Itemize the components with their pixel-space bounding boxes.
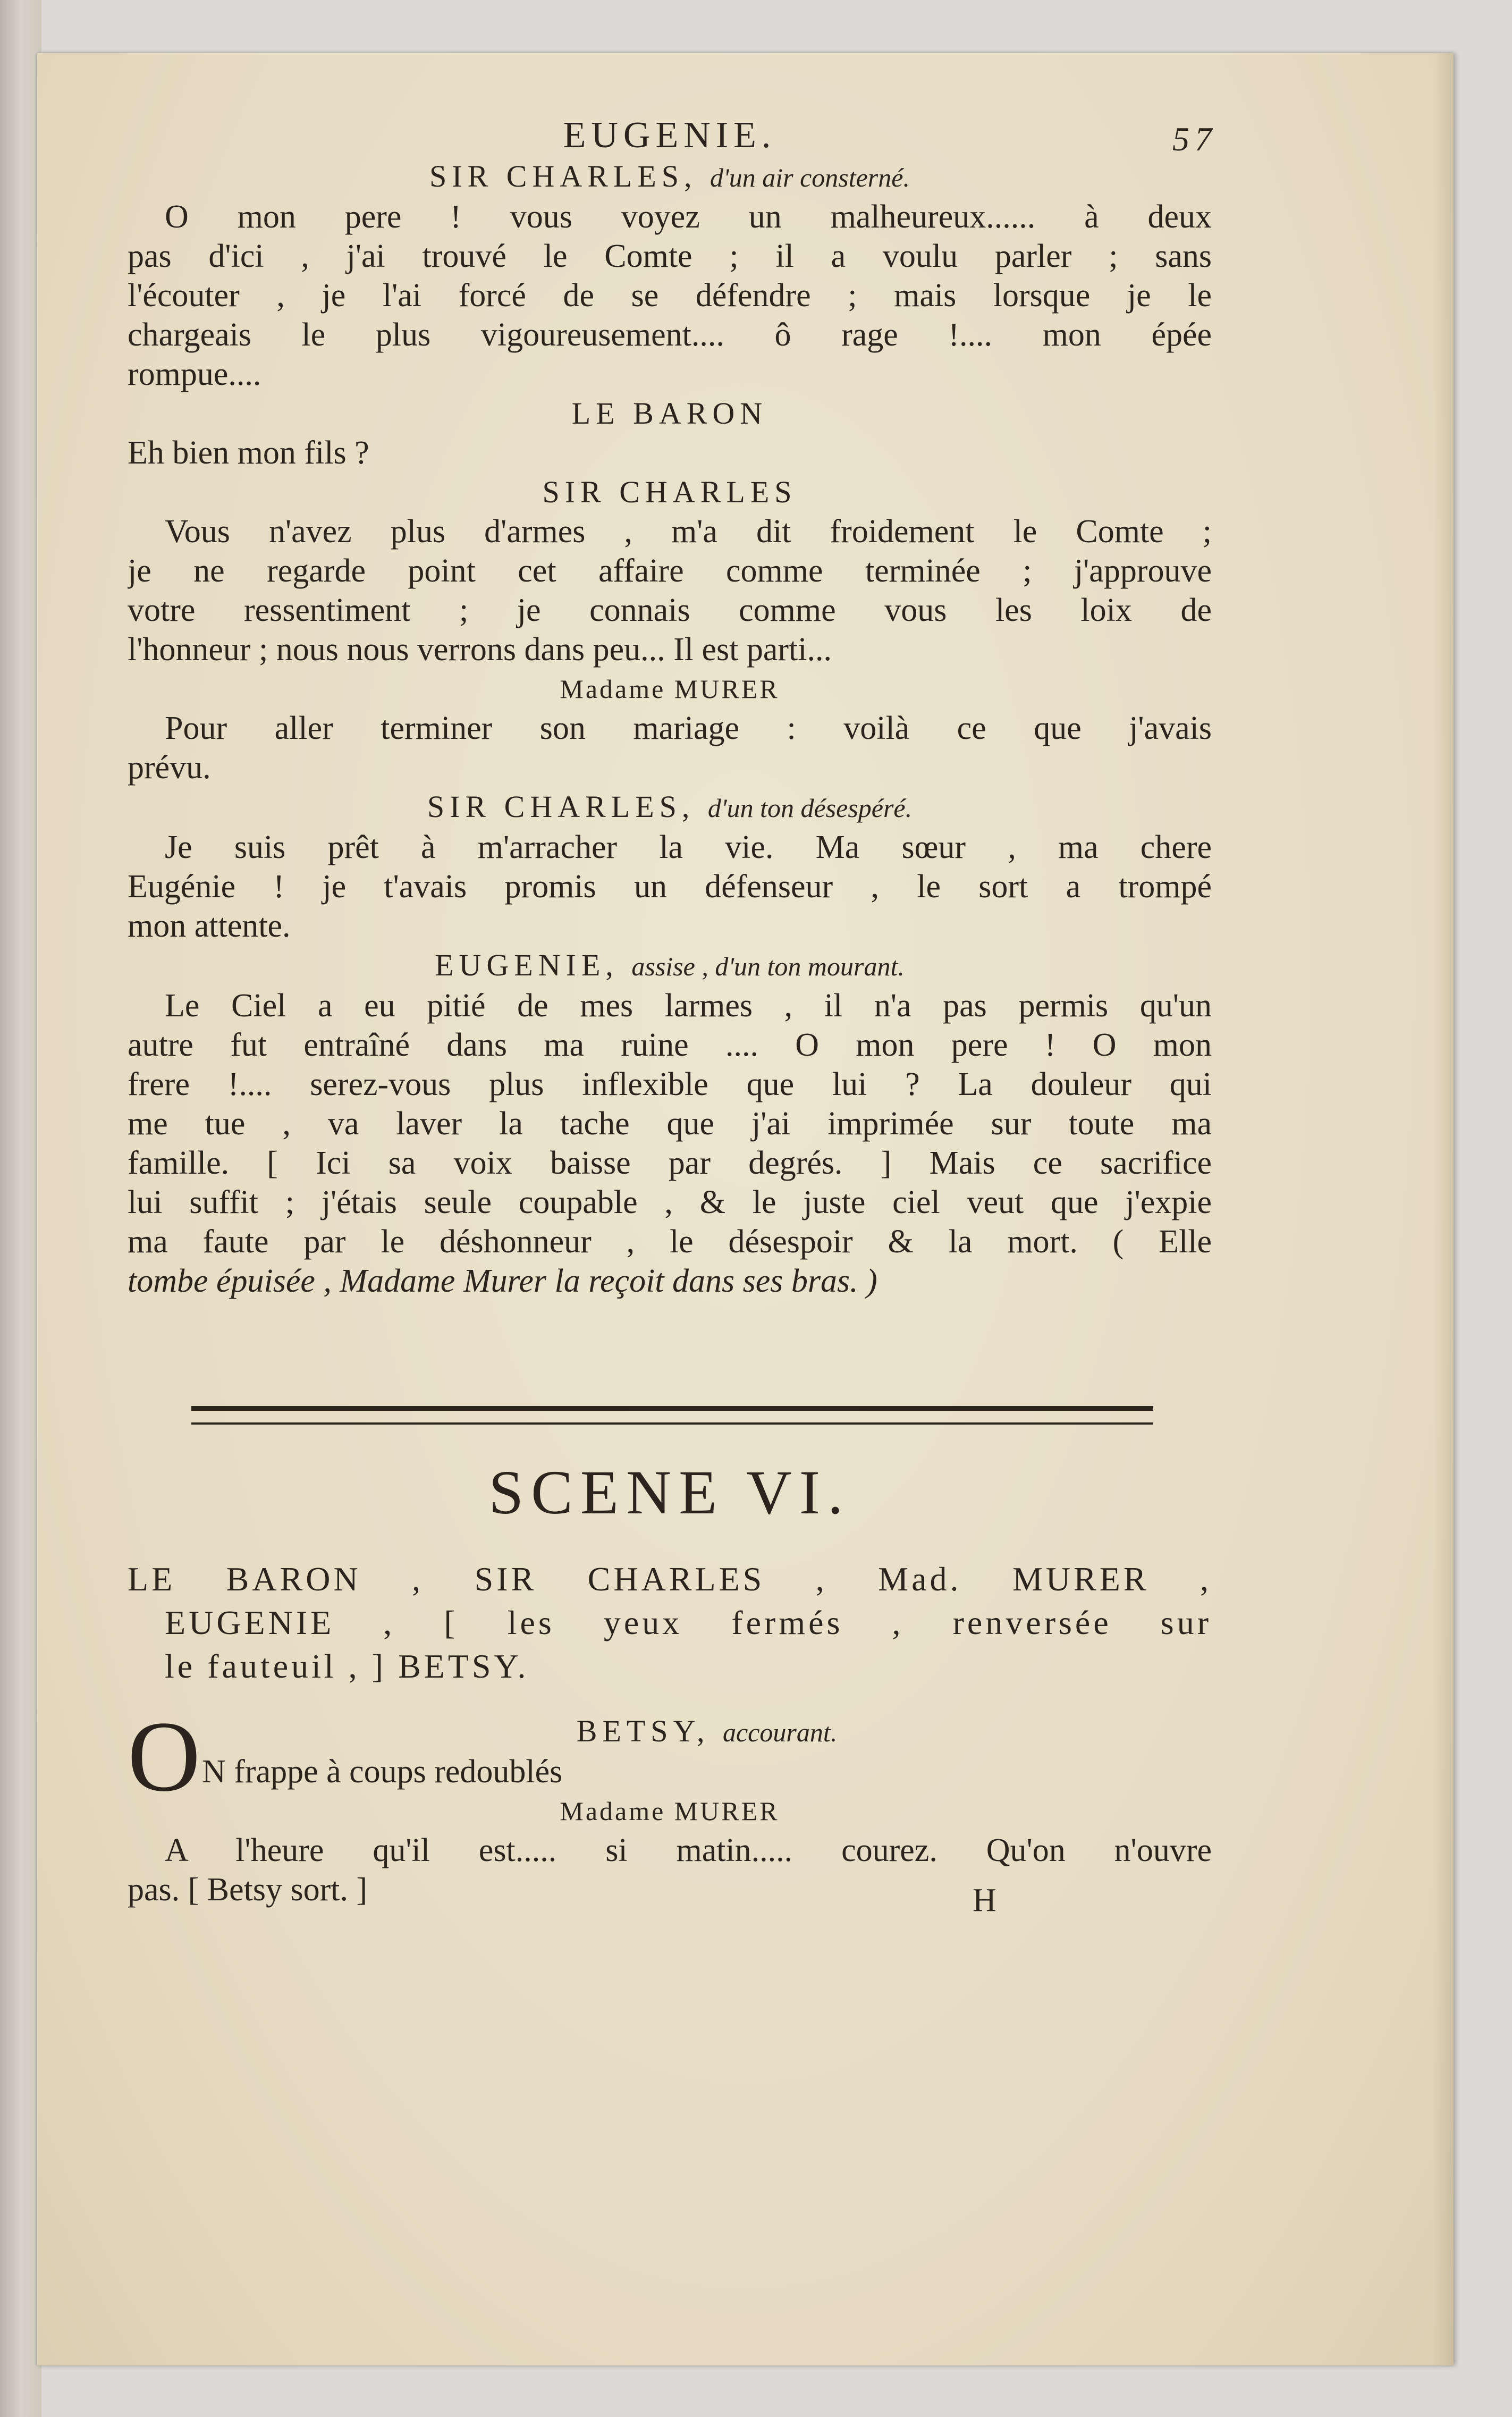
speech-line: l'honneur ; nous nous verrons dans peu... Il est parti... (128, 631, 832, 668)
speech-line: O mon pere ! vous voyez un malheureux...... à deux (165, 199, 1212, 235)
speech-line: pas. [ Betsy sort. ] (128, 1872, 368, 1908)
scene-title: SCENE VI. (488, 1458, 851, 1527)
speech-line: l'écouter , je l'ai forcé de se défendre ; mais lorsque je le (128, 277, 1212, 314)
speaker-heading: Madame MURER (560, 674, 780, 704)
book-gutter (0, 0, 41, 2417)
speech-line: Pour aller terminer son mariage : voilà ce que j'avais (165, 710, 1212, 746)
speech-line: votre ressentiment ; je connais comme vous les loix de (128, 592, 1212, 628)
book-page (37, 53, 1454, 2365)
cast-line: LE BARON , SIR CHARLES , Mad. MURER , (128, 1560, 1212, 1598)
speaker-heading: SIR CHARLES, d'un air consterné. (429, 159, 910, 193)
speech-line: famille. [ Ici sa voix baisse par degrés. ] Mais ce sacrifice (128, 1145, 1212, 1181)
speech-line: N frappe à coups redoublés (202, 1754, 563, 1790)
speech-line: je ne regarde point cet affaire comme terminée ; j'approuve (128, 553, 1212, 589)
cast-line: EUGENIE , [ les yeux fermés , renversée sur (165, 1604, 1212, 1641)
speech-line: ma faute par le déshonneur , le désespoir & la mort. ( Elle (128, 1224, 1212, 1260)
speech-line: tombe épuisée , Madame Murer la reçoit dans ses bras. ) (128, 1263, 877, 1299)
speaker-heading: SIR CHARLES (542, 475, 797, 509)
speech-line: mon attente. (128, 908, 291, 944)
speech-line: prévu. (128, 749, 211, 786)
speech-line: Je suis prêt à m'arracher la vie. Ma sœur , ma chere (165, 829, 1212, 865)
drop-cap: O (128, 1701, 201, 1813)
speaker-heading: LE BARON (571, 396, 768, 431)
speech-line: rompue.... (128, 356, 261, 392)
cast-line: le fauteuil , ] BETSY. (165, 1647, 529, 1685)
scene-divider-rule (191, 1406, 1153, 1425)
speech-line: frere !.... serez-vous plus inflexible que lui ? La douleur qui (128, 1066, 1212, 1102)
speech-line: pas d'ici , j'ai trouvé le Comte ; il a voulu parler ; sans (128, 238, 1212, 274)
speech-line: lui suffit ; j'étais seule coupable , & le juste ciel veut que j'expie (128, 1184, 1212, 1220)
page-edge-shadow (1432, 53, 1454, 2365)
scene-6-dialogue (128, 1701, 1212, 1909)
speaker-heading: BETSY, accourant. (576, 1714, 838, 1748)
running-head (128, 114, 1217, 158)
speech-line: chargeais le plus vigoureusement.... ô rage !.... mon épée (128, 317, 1212, 353)
scene-5-text (128, 114, 1217, 1301)
speaker-heading: SIR CHARLES, d'un ton désespéré. (427, 789, 913, 824)
speech-line: A l'heure qu'il est..... si matin..... courez. Qu'on n'ouvre (165, 1832, 1212, 1868)
speaker-heading: EUGENIE, assise , d'un ton mourant. (435, 948, 905, 982)
speaker-heading: Madame MURER (560, 1796, 780, 1826)
printer-signature-mark: H (973, 1882, 996, 1918)
speech-line: Vous n'avez plus d'armes , m'a dit froidement le Comte ; (165, 513, 1212, 550)
speech-line: autre fut entraîné dans ma ruine .... O mon pere ! O mon (128, 1027, 1212, 1063)
speech-line: Eugénie ! je t'avais promis un défenseur , le sort a trompé (128, 869, 1212, 905)
page-number: 57 (1172, 120, 1217, 158)
scene-cast-list (128, 1557, 1212, 1688)
speech-line: Eh bien mon fils ? (128, 435, 369, 471)
speech-line: Le Ciel a eu pitié de mes larmes , il n'a pas permis qu'un (165, 988, 1212, 1024)
speech-line: me tue , va laver la tache que j'ai imprimée sur toute ma (128, 1106, 1212, 1142)
running-head-title: EUGENIE. (563, 115, 776, 156)
